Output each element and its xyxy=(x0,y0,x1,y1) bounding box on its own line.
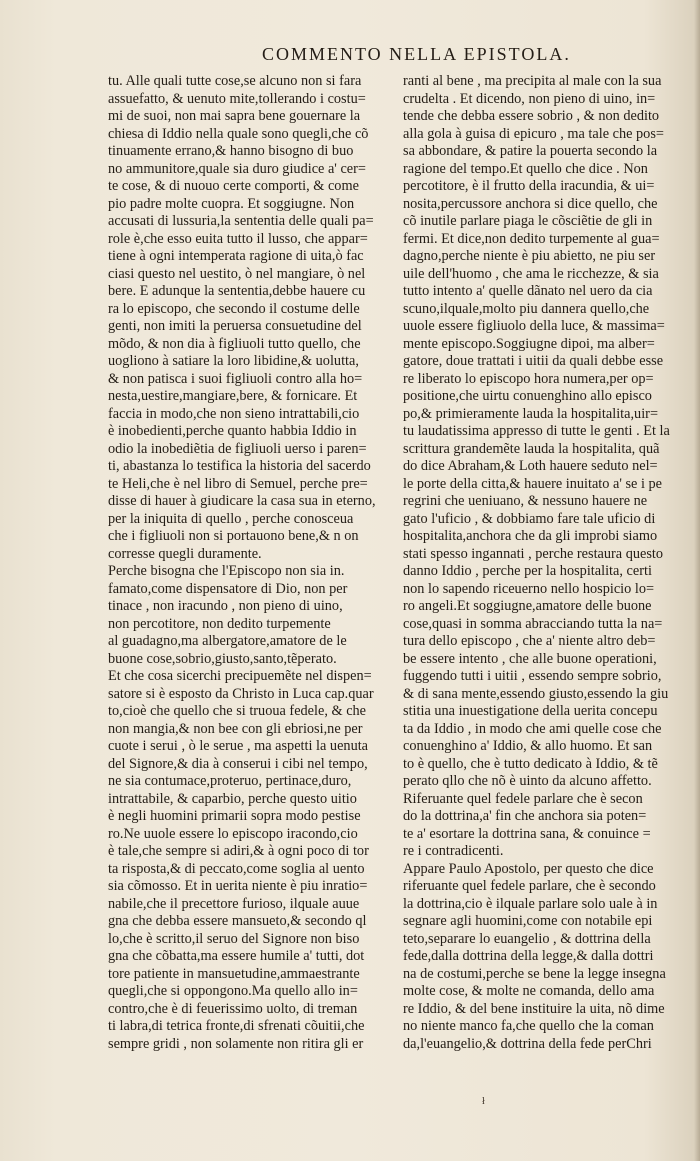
text-line: che i figliuoli non si portauono bene,& n on xyxy=(108,528,359,544)
text-line: disse di hauer à giudicare la casa sua in eterno, xyxy=(108,493,376,509)
text-line: ro.Ne uuole essere lo episcopo iracondo,cio xyxy=(108,825,358,842)
text-line: hospitalita,anchora che da gli improbi siamo xyxy=(403,528,658,544)
text-line: ro angeli.Et soggiugne,amatore delle buone xyxy=(403,598,652,614)
text-line: del Signore,& dia à conserui i cibi nel tempo, xyxy=(108,755,368,772)
text-line: ciasi questo nel uestito, ò nel mangiare, ò nel xyxy=(108,265,366,282)
left-text-column xyxy=(108,73,391,1053)
text-line: danno Iddio , perche per la hospitalita, certi xyxy=(403,563,652,579)
text-line: ti, abastanza lo testifica la historia del sacerdo xyxy=(108,458,371,474)
text-line: ragione del tempo.Et quello che dice . Non xyxy=(403,160,648,177)
text-line: segnare agli huomini,come con notabile epi xyxy=(403,913,653,929)
text-line: buone cose,sobrio,giusto,santo,tẽperato. xyxy=(108,650,337,667)
text-line: be essere intento , che alle buone operationi, xyxy=(403,650,657,667)
text-line: fuggendo tutti i uitii , essendo sempre sobrio, xyxy=(403,668,662,684)
text-line: sia cõmosso. Et in uerita niente è piu inratio= xyxy=(108,878,368,894)
text-line: corresse quegli duramente. xyxy=(108,545,262,562)
text-line: conuenghino a' Iddio, & allo huomo. Et san xyxy=(403,738,653,754)
text-line: per la iniquita di quello , perche conosceua xyxy=(108,510,354,527)
text-line: fermi. Et dice,non dedito turpemente al gua= xyxy=(403,230,660,247)
text-line: te cose, & di nuouo certe comporti, & come xyxy=(108,178,359,194)
text-line: riferuante quel fedele parlare, che è secondo xyxy=(403,878,656,894)
text-line: bere. E adunque la sententia,debbe hauere cu xyxy=(108,283,366,299)
text-line: fede,dalla dottrina della legge,& dalla dottri xyxy=(403,948,654,964)
text-line: Et che cosa sicerchi precipuemẽte nel dispen= xyxy=(108,668,372,684)
text-line: ne sia contumace,proteruo, pertinace,duro, xyxy=(108,773,352,789)
text-line: da,l'euangelio,& dottrina della fede perChri xyxy=(403,1035,652,1052)
text-line: molte cose, & molte ne comanda, dello ama xyxy=(403,983,655,999)
text-line: to è quello, che è tutto dedicato à Iddio, & tẽ xyxy=(403,755,658,772)
text-line: no niente manco fa,che quello che la coman xyxy=(403,1018,654,1034)
text-line: pio padre molte cuopra. Et soggiugne. Non xyxy=(108,195,355,212)
text-line: tende che debba essere sobrio , & non dedito xyxy=(403,108,660,124)
text-line: regrini che ueniuano, & nessuno hauere ne xyxy=(403,493,648,509)
text-line: ra lo episcopo, che secondo il costume delle xyxy=(108,300,360,317)
text-line: to,cioè che quello che si truoua fedele, & che xyxy=(108,703,367,719)
text-line: do la dottrina,a' fin che anchora sia poten= xyxy=(403,808,647,824)
text-line: scrittura grandemẽte lauda la hospitalita, quã xyxy=(403,440,660,457)
text-line: ta risposta,& di peccato,come soglia al uento xyxy=(108,860,365,877)
folio-mark: ł xyxy=(482,1096,485,1107)
page-edge-shadow xyxy=(694,0,700,1161)
text-line: role è,che esso euita tutto il lusso, che appar= xyxy=(108,230,368,247)
text-line: tu laudatissima appresso di tutte le genti . Et la xyxy=(403,423,670,439)
text-line: nesta,uestire,mangiare,bere, & fornicare. Et xyxy=(108,388,358,404)
text-line: genti, non imiti la peruersa consuetudine del xyxy=(108,318,362,334)
text-line: re liberato lo episcopo hora numera,per op= xyxy=(403,370,654,387)
text-line: Appare Paulo Apostolo, per questo che dice xyxy=(403,860,654,877)
text-line: faccia in modo,che non sieno intrattabili,cio xyxy=(108,405,360,422)
text-line: sa abbondare, & patire la pouerta secondo la xyxy=(403,143,658,159)
text-line: do dice Abraham,& Loth hauere seduto nel= xyxy=(403,458,658,474)
text-line: nosita,percussore anchora si dice quello, che xyxy=(403,195,658,212)
text-line: po,& primieramente lauda la hospitalita,uir= xyxy=(403,405,659,422)
text-line: scuno,ilquale,molto piu dannera quello,che xyxy=(403,300,650,317)
text-line: percotitore, è il frutto della iracundia, & ui= xyxy=(403,178,655,194)
text-line: tutto intento a' quelle dãnato nel uero da cia xyxy=(403,283,653,299)
text-line: non percotitore, non dedito turpemente xyxy=(108,615,331,632)
text-line: uogliono à satiare la loro libidine,& uolutta, xyxy=(108,353,359,369)
text-line: gna che debba essere mansueto,& secondo ql xyxy=(108,913,367,929)
text-line: chiesa di Iddio nella quale sono quegli,che cõ xyxy=(108,125,369,142)
text-line: la dottrina,cio è ilquale parlare solo uale à in xyxy=(403,895,658,912)
text-line: cose,quasi in somma abracciando tutta la na= xyxy=(403,615,663,632)
text-line: non mangia,& non bee con gli ebriosi,ne per xyxy=(108,720,363,737)
text-line: gato l'uficio , & dobbiamo fare tale uficio di xyxy=(403,510,656,527)
text-line: odio la inobediẽtia de figliuoli uerso i paren= xyxy=(108,440,367,457)
text-line: cuote i serui , ò le serue , ma aspetti la uenuta xyxy=(108,738,369,754)
text-line: stitia una inuestigatione della uerita concepu xyxy=(403,703,658,719)
text-line: contro,che è di feuerissimo uolto, di treman xyxy=(108,1000,358,1017)
text-line: mi de suoi, non mai sapra bene gouernare la xyxy=(108,108,361,124)
text-line: ranti al bene , ma precipita al male con la sua xyxy=(403,73,662,89)
text-line: al guadagno,ma albergatore,amatore de le xyxy=(108,633,347,649)
text-line: alla gola à guisa di epicuro , ma tale che pos= xyxy=(403,125,664,142)
text-line: tinace , non iracundo , non pieno di uino, xyxy=(108,598,343,614)
text-line: è tale,che sempre si adiri,& à ogni poco di tor xyxy=(108,843,369,859)
text-line: cõ inutile parlare piaga le cõsciẽtie de gli in xyxy=(403,213,653,229)
text-line: no ammunitore,quale sia duro giudice a' cer= xyxy=(108,160,366,177)
text-line: famato,come dispensatore di Dio, non per xyxy=(108,580,348,597)
text-line: re Iddio, & del bene instituire la uita, nõ dime xyxy=(403,1000,665,1017)
text-line: re i contradicenti. xyxy=(403,843,504,859)
text-line: accusati di lussuria,la sententia delle quali pa= xyxy=(108,213,374,229)
text-line: nabile,che il precettore furioso, ilquale auue xyxy=(108,895,360,912)
text-line: uuole essere figliuolo della luce, & massima= xyxy=(403,318,665,334)
text-line: è inobedienti,perche quanto habbia Iddio in xyxy=(108,423,357,439)
text-line: & di sana mente,essendo giusto,essendo la giu xyxy=(403,685,669,702)
text-line: crudelta . Et dicendo, non pieno di uino, in= xyxy=(403,90,656,107)
text-line: uile dell'huomo , che ama le ricchezze, & sia xyxy=(403,265,659,282)
text-line: te a' esortare la dottrina sana, & conuince = xyxy=(403,825,651,842)
text-line: stati spesso ingannati , perche restaura questo xyxy=(403,545,664,562)
text-line: lo,che è scritto,il seruo del Signore non biso xyxy=(108,930,360,947)
text-line: ti labra,di tetrica fronte,di sfrenati cõuitii,che xyxy=(108,1018,365,1034)
right-text-column xyxy=(403,73,683,1053)
text-line: ta da Iddio , in modo che ami quelle cose che xyxy=(403,720,662,737)
text-line: tiene à ogni intemperata ragione di uita,ò fac xyxy=(108,248,364,264)
text-line: Riferuante quel fedele parlare che è secon xyxy=(403,790,643,807)
text-line: quegli,che si oppongono.Ma quello allo in= xyxy=(108,983,358,999)
text-line: teto,separare lo euangelio , & dottrina della xyxy=(403,930,651,947)
text-line: tura dello episcopo , che a' niente altro deb= xyxy=(403,633,656,649)
text-line: sempre gridi , non solamente non ritira gli er xyxy=(108,1035,364,1052)
text-line: non lo sapendo riceuerno nello hospicio lo= xyxy=(403,580,655,597)
text-line: tu. Alle quali tutte cose,se alcuno non si fara xyxy=(108,73,362,89)
text-line: perato qllo che nõ è uinto da alcuno affetto. xyxy=(403,773,652,789)
text-line: te Heli,che è nel libro di Semuel, perche pre= xyxy=(108,475,368,492)
text-line: & non patisca i suoi figliuoli contro alla ho= xyxy=(108,370,363,387)
text-line: Perche bisogna che l'Episcopo non sia in. xyxy=(108,563,345,579)
text-line: dagno,perche niente è piu abietto, ne piu ser xyxy=(403,248,656,264)
text-line: intrattabile, & caparbio, perche questo uitio xyxy=(108,790,357,807)
text-line: satore si è esposto da Christo in Luca cap.quar xyxy=(108,685,374,702)
text-line: positione,che uirtu conuenghino allo episco xyxy=(403,388,652,404)
text-line: na de costumi,perche se bene la legge insegna xyxy=(403,965,666,982)
text-line: tore patiente in mansuetudine,ammaestrante xyxy=(108,965,360,982)
text-line: le porte della citta,& hauere inuitato a' se i pe xyxy=(403,475,663,492)
text-line: gatore, doue trattati i uitii da quali debbe esse xyxy=(403,353,664,369)
text-line: è negli huomini primarii sopra modo pestise xyxy=(108,808,361,824)
text-line: assuefatto, & uenuto mite,tollerando i costu= xyxy=(108,90,366,107)
text-line: gna che cõbatta,ma essere humile a' tutti, dot xyxy=(108,948,365,964)
text-line: mente episcopo.Soggiugne dipoi, ma alber= xyxy=(403,335,655,352)
text-line: tinuamente errano,& hanno bisogno di buo xyxy=(108,143,354,159)
running-head: COMMENTO NELLA EPISTOLA. xyxy=(262,44,571,64)
text-line: mõdo, & non dia à figliuoli tutto quello, che xyxy=(108,335,361,352)
